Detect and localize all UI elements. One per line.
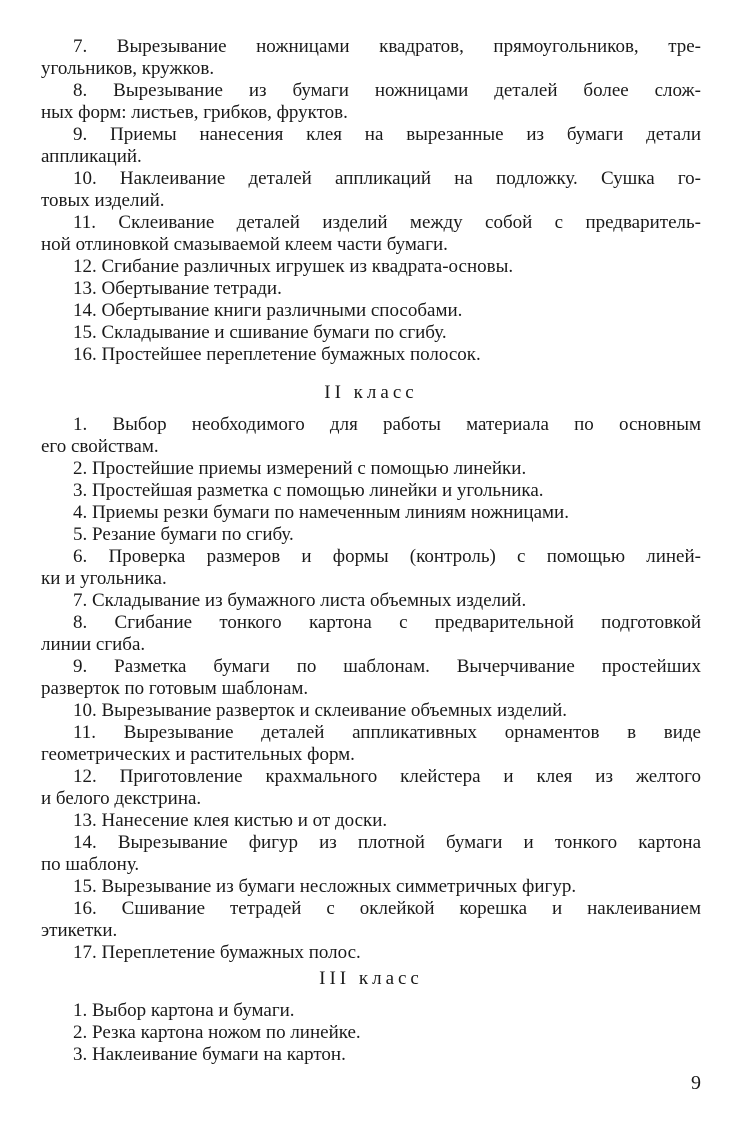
text-line: ки и угольника. <box>41 568 167 589</box>
list-item <box>41 898 701 942</box>
text-line: 15. Вырезывание из бумаги несложных симметричных фигур. <box>73 876 577 897</box>
list-item <box>41 124 701 168</box>
text-line: 12. Приготовление крахмального клейстера и клея из желтого <box>73 766 701 787</box>
text-line: ной отлиновкой смазываемой клеем части бумаги. <box>41 234 448 255</box>
text-line: 1. Выбор картона и бумаги. <box>73 1000 295 1021</box>
list-item <box>41 322 701 344</box>
section-heading: II класс <box>324 382 418 403</box>
text-line: 16. Сшивание тетрадей с оклейкой корешка и наклеиванием <box>73 898 701 919</box>
text-line: ных форм: листьев, грибков, фруктов. <box>41 102 348 123</box>
text-line: 5. Резание бумаги по сгибу. <box>73 524 294 545</box>
text-line: товых изделий. <box>41 190 165 211</box>
text-line: линии сгиба. <box>41 634 146 655</box>
list-item <box>41 590 701 612</box>
text-line: 10. Вырезывание разверток и склеивание объемных изделий. <box>73 700 568 721</box>
section-heading: III класс <box>319 968 423 989</box>
list-item <box>41 278 701 300</box>
section-class-3 <box>41 962 701 1066</box>
list-item <box>41 502 701 524</box>
text-line: 3. Наклеивание бумаги на картон. <box>73 1044 346 1065</box>
text-line: 13. Обертывание тетради. <box>73 278 282 299</box>
text-line: 1. Выбор необходимого для работы материала по основным <box>73 414 701 435</box>
list-item <box>41 766 701 810</box>
text-line: 13. Нанесение клея кистью и от доски. <box>73 810 388 831</box>
text-line: 9. Разметка бумаги по шаблонам. Вычерчивание простейших <box>73 656 701 677</box>
text-line: 4. Приемы резки бумаги по намеченным линиям ножницами. <box>73 502 569 523</box>
list-item <box>41 612 701 656</box>
text-line: 10. Наклеивание деталей аппликаций на подложку. Сушка го- <box>73 168 701 189</box>
list-item <box>41 344 701 366</box>
text-line: 8. Сгибание тонкого картона с предварительной подготовкой <box>73 612 701 633</box>
text-line: 7. Складывание из бумажного листа объемных изделий. <box>73 590 527 611</box>
text-line: 12. Сгибание различных игрушек из квадрата-основы. <box>73 256 514 277</box>
text-line: 2. Резка картона ножом по линейке. <box>73 1022 361 1043</box>
text-line: 16. Простейшее переплетение бумажных полосок. <box>73 344 481 365</box>
list-item <box>41 212 701 256</box>
section-class-2 <box>41 376 701 964</box>
list-item <box>41 832 701 876</box>
text-line: 17. Переплетение бумажных полос. <box>73 942 361 963</box>
list-item <box>41 1044 701 1066</box>
page-number: 9 <box>691 1072 701 1094</box>
text-line: 9. Приемы нанесения клея на вырезанные из бумаги детали <box>73 124 701 145</box>
text-line: угольников, кружков. <box>41 58 215 79</box>
list-item <box>41 480 701 502</box>
text-line: 14. Обертывание книги различными способами. <box>73 300 463 321</box>
list-item <box>41 1022 701 1044</box>
text-line: аппликаций. <box>41 146 142 167</box>
text-line: 2. Простейшие приемы измерений с помощью линейки. <box>73 458 527 479</box>
list-item <box>41 414 701 458</box>
list-item <box>41 524 701 546</box>
list-item <box>41 80 701 124</box>
list-item <box>41 36 701 80</box>
text-line: разверток по готовым шаблонам. <box>41 678 309 699</box>
list-item <box>41 1000 701 1022</box>
text-line: его свойствам. <box>41 436 159 457</box>
text-line: 14. Вырезывание фигур из плотной бумаги и тонкого картона <box>73 832 701 853</box>
list-item <box>41 810 701 832</box>
list-item <box>41 256 701 278</box>
text-line: и белого декстрина. <box>41 788 202 809</box>
text-line: 3. Простейшая разметка с помощью линейки и угольника. <box>73 480 544 501</box>
text-line: 6. Проверка размеров и формы (контроль) с помощью линей- <box>73 546 701 567</box>
text-line: 15. Складывание и сшивание бумаги по сгибу. <box>73 322 447 343</box>
list-item <box>41 700 701 722</box>
section-continued-list <box>41 36 701 366</box>
text-line: 11. Склеивание деталей изделий между собой с предваритель- <box>73 212 701 233</box>
text-line: 7. Вырезывание ножницами квадратов, прямоугольников, тре- <box>73 36 701 57</box>
text-line: 11. Вырезывание деталей аппликативных орнаментов в виде <box>73 722 701 743</box>
list-item <box>41 876 701 898</box>
text-line: 8. Вырезывание из бумаги ножницами деталей более слож- <box>73 80 701 101</box>
text-line: этикетки. <box>41 920 118 941</box>
list-item <box>41 942 701 964</box>
text-line: геометрических и растительных форм. <box>41 744 355 765</box>
list-item <box>41 300 701 322</box>
text-line: по шаблону. <box>41 854 140 875</box>
list-item <box>41 656 701 700</box>
list-item <box>41 458 701 480</box>
list-item <box>41 722 701 766</box>
list-item <box>41 168 701 212</box>
list-item <box>41 546 701 590</box>
